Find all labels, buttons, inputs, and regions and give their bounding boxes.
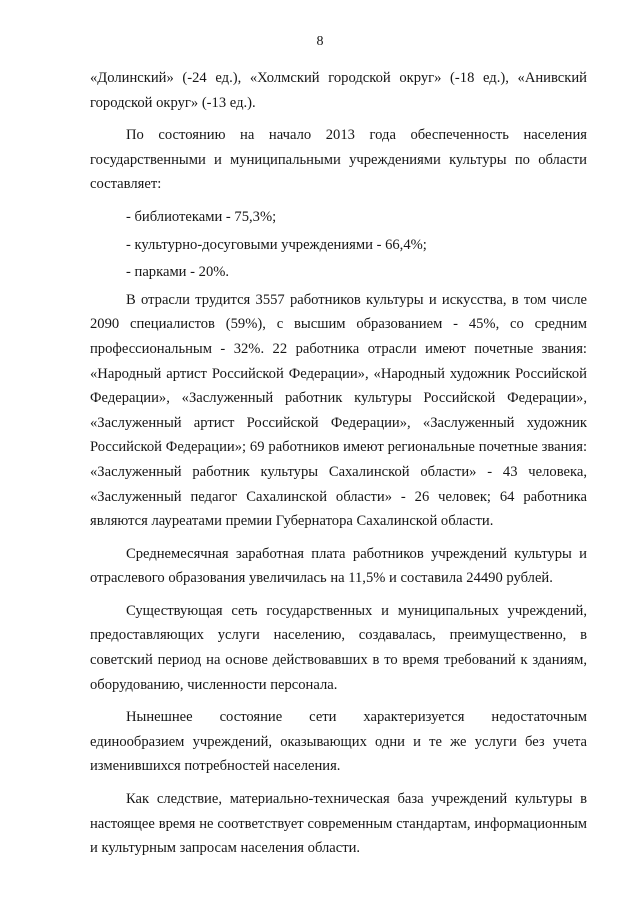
paragraph-provision: По состоянию на начало 2013 года обеспеченность населения государственными и муниципальными учреждениями культуры по области составляет:	[90, 127, 587, 193]
paragraph-continuation: «Долинский» (-24 ед.), «Холмский городской округ» (-18 ед.), «Анивский городской округ» (-13 ед.).	[90, 70, 587, 111]
paragraph-workers: В отрасли трудится 3557 работников культуры и искусства, в том числе 2090 специалистов (59%), с высшим образованием - 45%, со средним профессиональным - 32%. 22 работника отрасли имеют почетные звания: «Народный артист Российской Федерации», «Народный художник Российской Федерации», «Заслуженный работник культуры Российской Федерации», «Заслуженный артист Российской Федерации», «Заслуженный художник Российской Федерации»; 69 работников имеют региональные почетные звания: «Заслуженный работник культуры Сахалинской области» - 43 человека, «Заслуженный педагог Сахалинской области» - 26 человек; 64 работника являются лауреатами премии Губернатора Сахалинской области.	[90, 291, 587, 530]
paragraph-salary: Среднемесячная заработная плата работников учреждений культуры и отраслевого образования увеличилась на 11,5% и составила 24490 рублей.	[90, 545, 587, 587]
paragraph-network: Существующая сеть государственных и муниципальных учреждений, предоставляющих услуги населению, создавалась, преимущественно, в советский период на основе действовавших в то время требований к зданиям, оборудованию, численности персонала.	[90, 602, 587, 693]
document-body	[90, 66, 587, 869]
list-item-parks: - парками - 20%.	[126, 264, 230, 281]
paragraph-current-state: Нынешнее состояние сети характеризуется недостаточным единообразием учреждений, оказывающих одни и те же услуги без учета изменившихся потребностей населения.	[90, 709, 587, 775]
paragraph-consequence: Как следствие, материально-техническая база учреждений культуры в настоящее время не соответствует современным стандартам, информационным и культурным запросам населения области.	[90, 791, 587, 857]
page-number: 8	[316, 34, 324, 49]
provision-list	[90, 205, 587, 285]
list-item-libraries: - библиотеками - 75,3%;	[126, 208, 277, 225]
list-item-cultural-leisure: - культурно-досуговыми учреждениями - 66,4%;	[126, 236, 427, 253]
